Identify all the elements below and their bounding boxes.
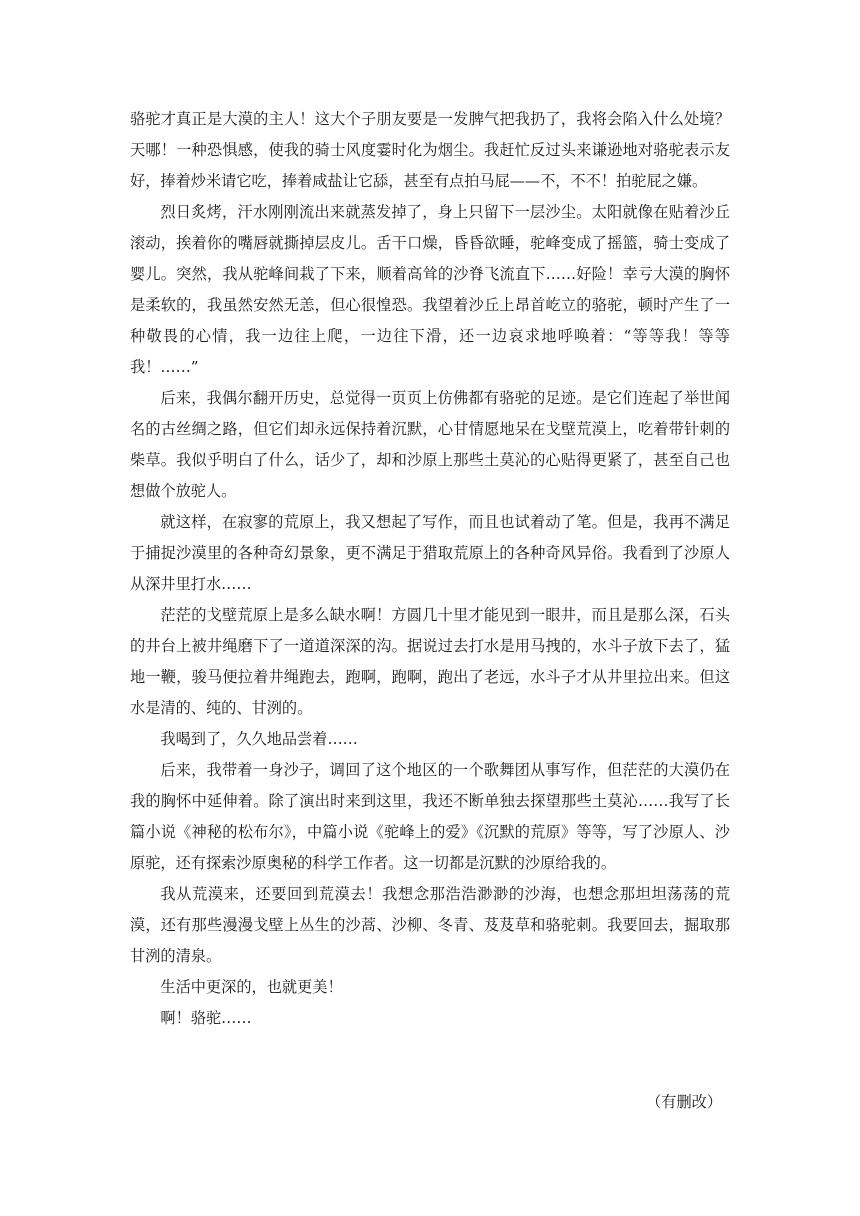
paragraph-4: 就这样，在寂寥的荒原上，我又想起了写作，而且也试着动了笔。但是，我再不满足于捕捉沙漠里的各种奇幻景象，更不满足于猎取荒原上的各种奇风异俗。我看到了沙原人从深井里打水…… xyxy=(130,513,730,593)
paragraph-2: 烈日炙烤，汗水刚刚流出来就蒸发掉了，身上只留下一层沙尘。太阳就像在贴着沙丘滚动，挨着你的嘴唇就撕掉层皮儿。舌干口燥，昏昏欲睡，驼峰变成了摇篮，骑士变成了婴儿。突然，我从驼峰间栽了下来，顺着高耸的沙脊飞流直下……好险！幸亏大漠的胸怀是柔软的，我虽然安然无恙，但心很惶恐。我望着沙丘上昂首屹立的骆驼，顿时产生了一种敬畏的心情，我一边往上爬，一边往下滑，还一边哀求地呼唤着：“等等我！等等我！……” xyxy=(130,203,730,376)
paragraph-10: 啊！骆驼…… xyxy=(160,1009,252,1027)
paragraph-3: 后来，我偶尔翻开历史，总觉得一页页上仿佛都有骆驼的足迹。是它们连起了举世闻名的古丝绸之路，但它们却永远保持着沉默，心甘情愿地呆在戈壁荒漠上，吃着带针刺的柴草。我似乎明白了什么，话少了，却和沙原上那些土莫沁的心贴得更紧了，甚至自己也想做个放驼人。 xyxy=(130,389,730,500)
paragraph-9: 生活中更深的，也就更美！ xyxy=(160,978,343,996)
paragraph-5: 茫茫的戈壁荒原上是多么缺水啊！方圆几十里才能见到一眼井，而且是那么深，石头的井台上被井绳磨下了一道道深深的沟。据说过去打水是用马拽的，水斗子放下去了，猛地一鞭，骏马便拉着井绳跑去，跑啊，跑啊，跑出了老远，水斗子才从井里拉出来。但这水是清的、纯的、甘洌的。 xyxy=(130,606,730,717)
paragraph-1: 骆驼才真正是大漠的主人！这大个子朋友要是一发脾气把我扔了，我将会陷入什么处境？天哪！一种恐惧感，使我的骑士风度霎时化为烟尘。我赶忙反过头来谦逊地对骆驼表示友好，捧着炒米请它吃，捧着咸盐让它舔，甚至有点拍马屁——不，不不！拍驼屁之嫌。 xyxy=(130,110,730,190)
source-note: （有删改） xyxy=(646,1093,722,1111)
paragraph-7: 后来，我带着一身沙子，调回了这个地区的一个歌舞团从事写作，但茫茫的大漠仍在我的胸怀中延伸着。除了演出时来到这里，我还不断单独去探望那些土莫沁……我写了长篇小说《神秘的松布尔》，中篇小说《驼峰上的爱》《沉默的荒原》等等，写了沙原人、沙原驼，还有探索沙原奥秘的科学工作者。这一切都是沉默的沙原给我的。 xyxy=(130,761,730,872)
paragraph-8: 我从荒漠来，还要回到荒漠去！我想念那浩浩渺渺的沙海，也想念那坦坦荡荡的荒漠，还有那些漫漫戈壁上丛生的沙蒿、沙柳、冬青、芨芨草和骆驼刺。我要回去，掘取那甘洌的清泉。 xyxy=(130,885,730,965)
article-body xyxy=(130,104,730,1034)
paragraph-6: 我喝到了，久久地品尝着…… xyxy=(160,730,358,748)
